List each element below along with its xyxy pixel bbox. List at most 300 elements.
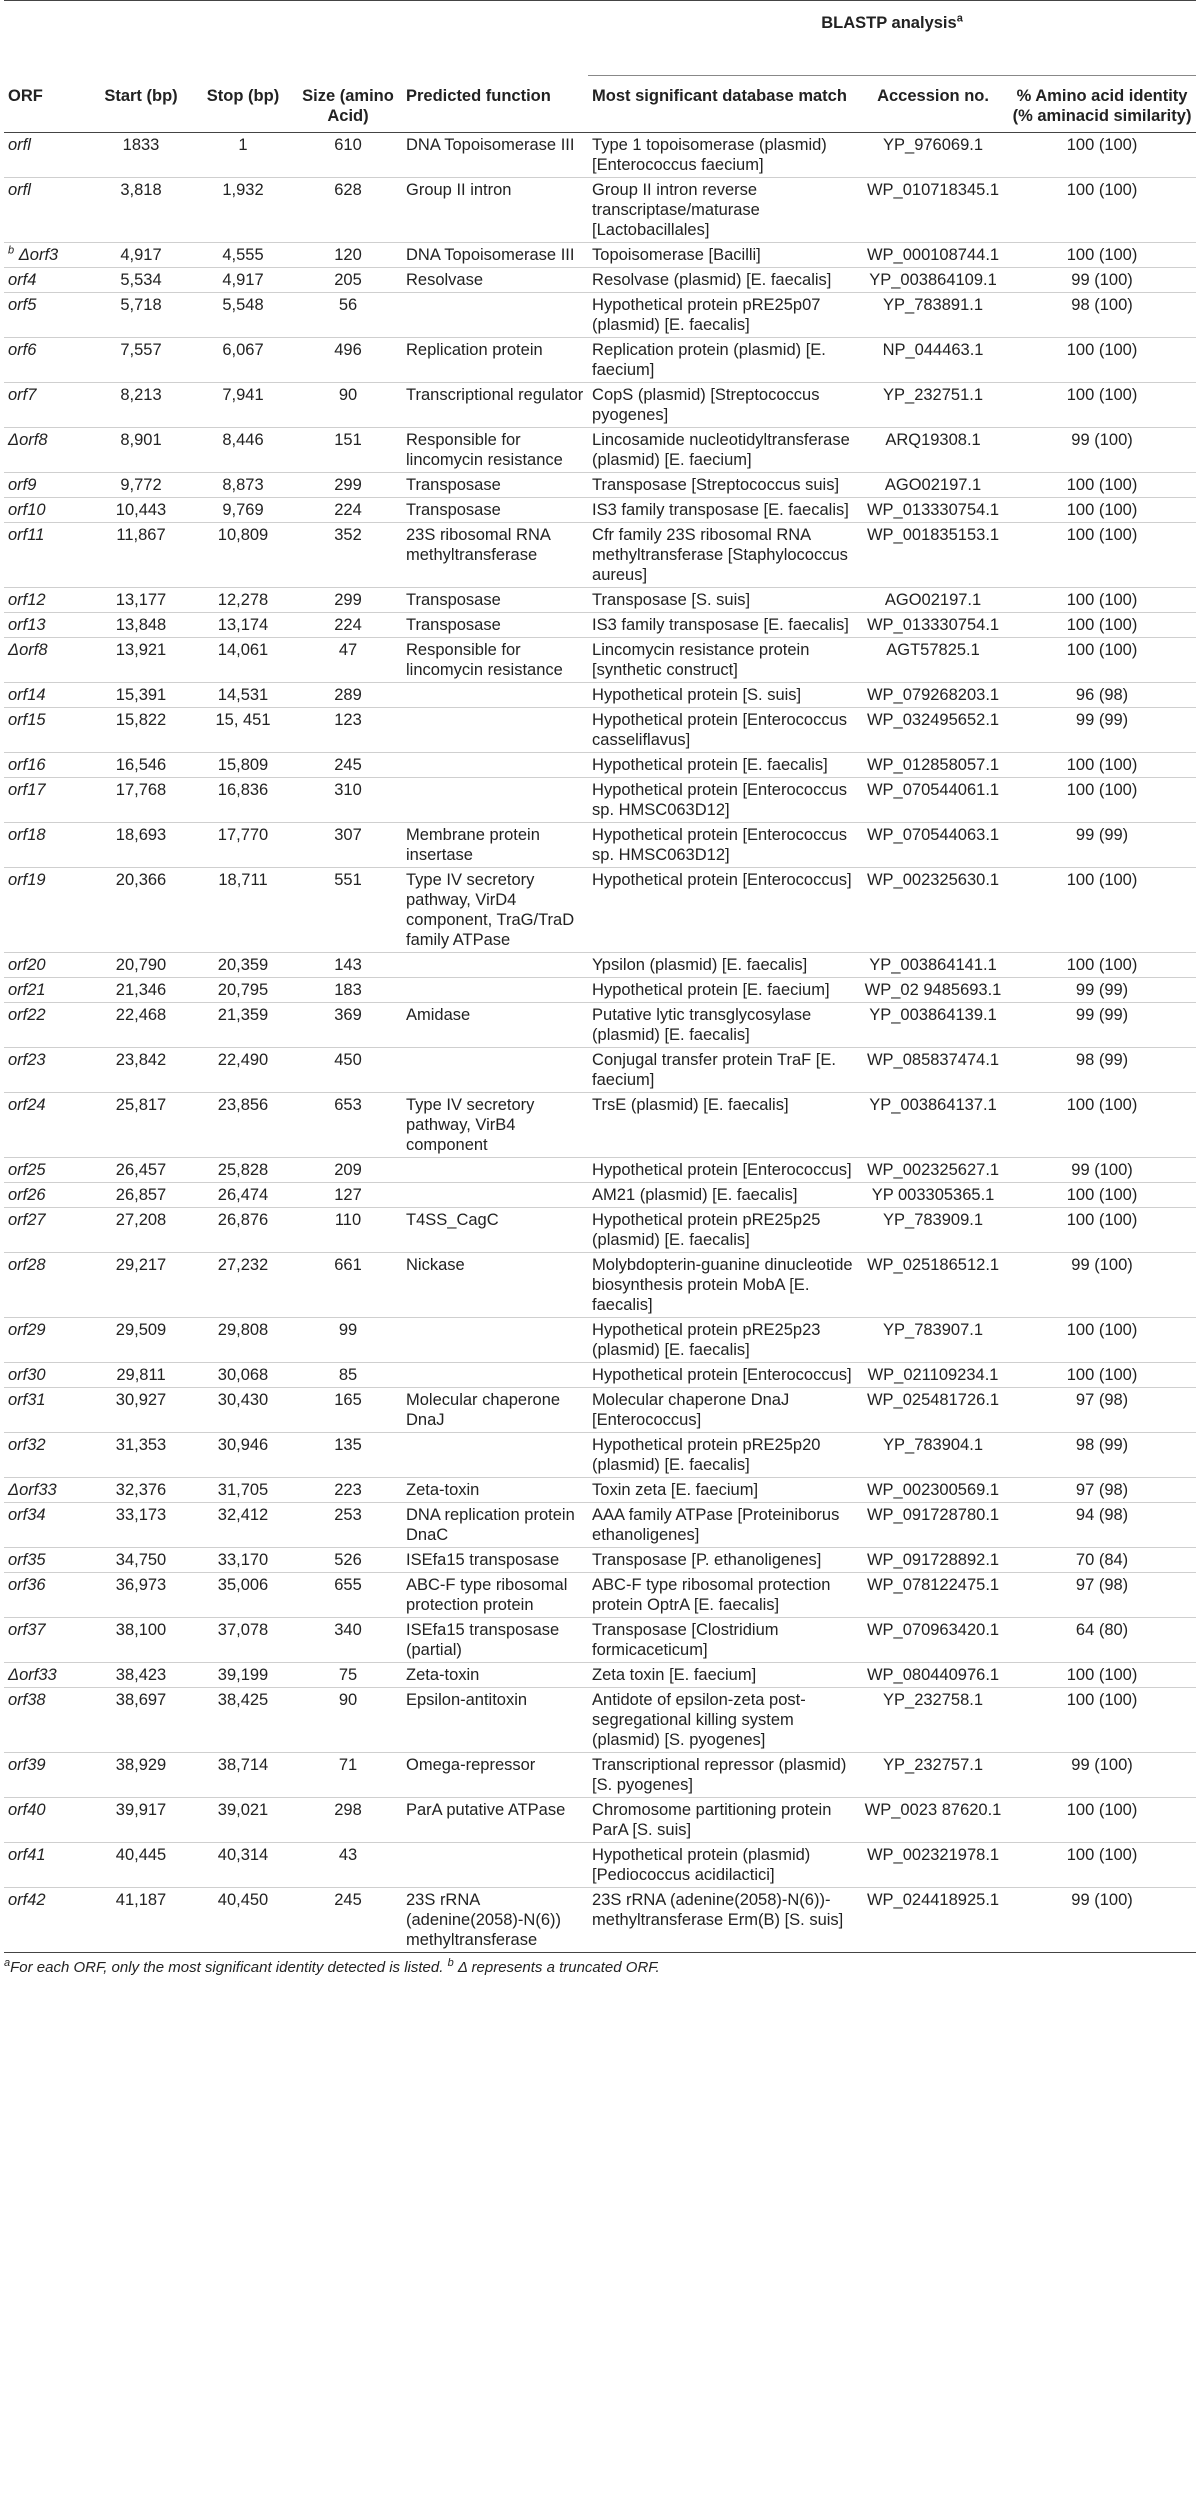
- cell-match: TrsE (plasmid) [E. faecalis]: [592, 1096, 789, 1114]
- cell-stop: 26,474: [217, 1186, 269, 1204]
- cell-stop: 8,446: [222, 431, 264, 449]
- table-row: [4, 588, 1196, 613]
- cell-stop: 25,828: [217, 1161, 269, 1179]
- table-row: [4, 428, 1196, 473]
- col-match: Most significant database match: [588, 76, 858, 133]
- cell-accession: WP_021109234.1: [867, 1366, 999, 1384]
- cell-identity: 99 (100): [1071, 271, 1133, 289]
- cell-stop: 18,711: [218, 871, 268, 889]
- cell-identity: 100 (100): [1066, 1096, 1138, 1114]
- cell-orf: orf10: [8, 501, 46, 519]
- cell-accession: WP_012858057.1: [866, 756, 1000, 774]
- cell-stop: 8,873: [222, 476, 264, 494]
- cell-start: 8,901: [120, 431, 162, 449]
- cell-size: 661: [334, 1256, 362, 1274]
- cell-function: Type IV secretory pathway, VirB4 component: [406, 1096, 535, 1154]
- cell-match: Hypothetical protein (plasmid) [Pediococcus acidilactici]: [592, 1846, 811, 1884]
- cell-function: Amidase: [406, 1006, 471, 1024]
- cell-size: 47: [338, 641, 358, 659]
- cell-size: 610: [334, 136, 362, 154]
- cell-orf: orf31: [8, 1391, 46, 1409]
- cell-stop: 14,061: [217, 641, 269, 659]
- cell-identity: 99 (99): [1075, 711, 1129, 729]
- table-row: [4, 133, 1196, 178]
- cell-size: 56: [338, 296, 358, 314]
- cell-identity: 98 (99): [1075, 1436, 1129, 1454]
- cell-match: Transcriptional repressor (plasmid) [S. pyogenes]: [592, 1756, 847, 1794]
- col-identity: % Amino acid identity (% aminacid similarity): [1008, 76, 1196, 133]
- cell-match: Hypothetical protein [E. faecalis]: [592, 756, 828, 774]
- cell-orf: orf28: [8, 1256, 46, 1274]
- cell-function: [402, 293, 588, 338]
- cell-identity: 100 (100): [1066, 1321, 1138, 1339]
- cell-start: 13,177: [115, 591, 167, 609]
- cell-size: 209: [334, 1161, 362, 1179]
- cell-identity: 100 (100): [1066, 616, 1138, 634]
- cell-accession: WP_0023 87620.1: [864, 1801, 1002, 1819]
- cell-function: [402, 708, 588, 753]
- cell-orf: orf18: [8, 826, 46, 844]
- cell-size: 450: [334, 1051, 362, 1069]
- table-row: [4, 1158, 1196, 1183]
- cell-start: 22,468: [115, 1006, 167, 1024]
- table-row: [4, 1363, 1196, 1388]
- blastp-group-header: BLASTP analysis$^a$: [588, 1, 1196, 76]
- cell-identity: 100 (100): [1066, 1666, 1138, 1684]
- cell-start: 38,100: [115, 1621, 167, 1639]
- cell-stop: 30,068: [217, 1366, 269, 1384]
- cell-match: Toxin zeta [E. faecium]: [592, 1481, 759, 1499]
- cell-stop: 35,006: [217, 1576, 269, 1594]
- cell-start: 38,423: [115, 1666, 167, 1684]
- cell-orf: orf35: [8, 1551, 46, 1569]
- cell-identity: 98 (100): [1071, 296, 1133, 314]
- cell-match: Hypothetical protein pRE25p25 (plasmid) [E. faecalis]: [592, 1211, 821, 1249]
- table-row: [4, 638, 1196, 683]
- cell-orf: orf23: [8, 1051, 46, 1069]
- cell-match: 23S rRNA (adenine(2058)-N(6))-methyltransferase Erm(B) [S. suis]: [592, 1891, 844, 1929]
- cell-size: 298: [334, 1801, 362, 1819]
- cell-size: 655: [334, 1576, 362, 1594]
- cell-function: DNA Topoisomerase III: [406, 136, 575, 154]
- cell-identity: 100 (100): [1066, 756, 1138, 774]
- cell-function: [402, 1843, 588, 1888]
- table-row: [4, 1663, 1196, 1688]
- cell-size: 299: [334, 591, 362, 609]
- cell-match: Hypothetical protein [Enterococcus]: [592, 1161, 852, 1179]
- table-row: [4, 473, 1196, 498]
- cell-orf: orf38: [8, 1691, 46, 1709]
- cell-orf: orf13: [8, 616, 46, 634]
- cell-stop: 39,199: [217, 1666, 269, 1684]
- cell-start: 17,768: [115, 781, 167, 799]
- table-row: [4, 1318, 1196, 1363]
- table-row: [4, 178, 1196, 243]
- cell-stop: 30,430: [217, 1391, 269, 1409]
- cell-size: 253: [334, 1506, 362, 1524]
- cell-match: Type 1 topoisomerase (plasmid) [Enterococcus faecium]: [592, 136, 827, 174]
- cell-start: 38,929: [115, 1756, 167, 1774]
- cell-function: 23S rRNA (adenine(2058)-N(6)) methyltransferase: [406, 1891, 561, 1949]
- cell-match: Transposase [S. suis]: [592, 591, 751, 609]
- cell-size: 90: [338, 386, 358, 404]
- cell-orf: orf37: [8, 1621, 46, 1639]
- cell-identity: 99 (99): [1075, 981, 1129, 999]
- cell-start: 39,917: [115, 1801, 167, 1819]
- table-row: [4, 1003, 1196, 1048]
- cell-function: ISEfa15 transposase: [406, 1551, 560, 1569]
- cell-size: 43: [338, 1846, 358, 1864]
- cell-size: 526: [334, 1551, 362, 1569]
- cell-size: 123: [334, 711, 362, 729]
- cell-orf: orf41: [8, 1846, 46, 1864]
- cell-stop: 29,808: [217, 1321, 269, 1339]
- col-start: Start (bp): [90, 76, 192, 133]
- cell-start: 30,927: [115, 1391, 167, 1409]
- cell-identity: 99 (99): [1075, 1006, 1129, 1024]
- cell-identity: 100 (100): [1066, 1186, 1138, 1204]
- table-row: [4, 708, 1196, 753]
- cell-orf: orf7: [8, 386, 37, 404]
- cell-accession: WP_002321978.1: [866, 1846, 1000, 1864]
- cell-match: Hypothetical protein [E. faecium]: [592, 981, 830, 999]
- cell-match: Resolvase (plasmid) [E. faecalis]: [592, 271, 832, 289]
- table-row: [4, 683, 1196, 708]
- cell-stop: 17,770: [217, 826, 269, 844]
- cell-accession: YP 003305365.1: [871, 1186, 995, 1204]
- cell-orf: orf19: [8, 871, 46, 889]
- table-row: [4, 978, 1196, 1003]
- cell-stop: 39,021: [217, 1801, 269, 1819]
- table-row: [4, 1888, 1196, 1953]
- cell-size: 165: [334, 1391, 362, 1409]
- table-row: [4, 778, 1196, 823]
- cell-start: 40,445: [115, 1846, 167, 1864]
- cell-function: ISEfa15 transposase (partial): [406, 1621, 560, 1659]
- cell-start: 23,842: [115, 1051, 167, 1069]
- cell-accession: WP_013330754.1: [866, 501, 1000, 519]
- cell-orf: orf40: [8, 1801, 46, 1819]
- cell-match: ABC-F type ribosomal protection protein OptrA [E. faecalis]: [592, 1576, 831, 1614]
- cell-match: IS3 family transposase [E. faecalis]: [592, 501, 849, 519]
- cell-function: Responsible for lincomycin resistance: [406, 431, 563, 469]
- cell-orf: orfl: [8, 136, 31, 154]
- cell-stop: 40,450: [217, 1891, 269, 1909]
- cell-start: 16,546: [115, 756, 167, 774]
- cell-identity: 100 (100): [1066, 136, 1138, 154]
- cell-stop: 26,876: [217, 1211, 269, 1229]
- cell-start: 21,346: [115, 981, 167, 999]
- table-row: [4, 1503, 1196, 1548]
- table-row: [4, 1688, 1196, 1753]
- cell-function: Transcriptional regulator: [406, 386, 584, 404]
- cell-size: 71: [338, 1756, 358, 1774]
- cell-orf: orf29: [8, 1321, 46, 1339]
- cell-size: 143: [334, 956, 362, 974]
- cell-accession: AGO02197.1: [884, 591, 982, 609]
- cell-orf: $^b$ Δorf3: [8, 244, 59, 264]
- cell-identity: 100 (100): [1066, 386, 1138, 404]
- cell-accession: WP_078122475.1: [866, 1576, 1000, 1594]
- cell-orf: orf17: [8, 781, 46, 799]
- cell-orf: orf24: [8, 1096, 46, 1114]
- cell-stop: 38,714: [217, 1756, 269, 1774]
- cell-accession: WP_025481726.1: [866, 1391, 1000, 1409]
- cell-accession: WP_070544063.1: [866, 826, 1000, 844]
- cell-function: Transposase: [406, 476, 501, 494]
- cell-function: [402, 1363, 588, 1388]
- cell-stop: 9,769: [222, 501, 264, 519]
- cell-match: Replication protein (plasmid) [E. faecium]: [592, 341, 826, 379]
- table-row: [4, 1478, 1196, 1503]
- cell-size: 369: [334, 1006, 362, 1024]
- cell-function: [402, 1158, 588, 1183]
- table-row: [4, 753, 1196, 778]
- cell-identity: 100 (100): [1066, 246, 1138, 264]
- cell-accession: WP_024418925.1: [866, 1891, 1000, 1909]
- cell-size: 289: [334, 686, 362, 704]
- cell-orf: Δorf33: [8, 1666, 57, 1684]
- cell-stop: 37,078: [217, 1621, 269, 1639]
- cell-stop: 31,705: [217, 1481, 269, 1499]
- cell-function: [402, 1048, 588, 1093]
- cell-orf: orf12: [8, 591, 46, 609]
- cell-identity: 94 (98): [1075, 1506, 1129, 1524]
- cell-stop: 20,795: [217, 981, 269, 999]
- table-row: [4, 293, 1196, 338]
- cell-function: [402, 1318, 588, 1363]
- cell-match: Hypothetical protein [Enterococcus sp. HMSC063D12]: [592, 826, 847, 864]
- cell-start: 5,534: [120, 271, 162, 289]
- cell-identity: 100 (100): [1066, 526, 1138, 544]
- cell-match: Chromosome partitioning protein ParA [S. suis]: [592, 1801, 832, 1839]
- cell-orf: orf20: [8, 956, 46, 974]
- cell-size: 551: [334, 871, 362, 889]
- table-row: [4, 1548, 1196, 1573]
- cell-identity: 99 (100): [1071, 431, 1133, 449]
- cell-stop: 13,174: [217, 616, 269, 634]
- cell-accession: WP_02 9485693.1: [864, 981, 1002, 999]
- table-row: [4, 1433, 1196, 1478]
- cell-match: Hypothetical protein pRE25p20 (plasmid) [E. faecalis]: [592, 1436, 821, 1474]
- col-function: Predicted function: [402, 76, 588, 133]
- cell-stop: 23,856: [217, 1096, 269, 1114]
- cell-orf: orf36: [8, 1576, 46, 1594]
- cell-accession: WP_025186512.1: [866, 1256, 1000, 1274]
- cell-orf: orf14: [8, 686, 46, 704]
- table-row: [4, 1208, 1196, 1253]
- cell-start: 15,391: [115, 686, 167, 704]
- cell-stop: 30,946: [217, 1436, 269, 1454]
- cell-identity: 70 (84): [1075, 1551, 1129, 1569]
- table-row: [4, 1618, 1196, 1663]
- cell-match: Transposase [Streptococcus suis]: [592, 476, 840, 494]
- cell-size: 110: [334, 1211, 362, 1229]
- cell-identity: 100 (100): [1066, 641, 1138, 659]
- cell-identity: 100 (100): [1066, 591, 1138, 609]
- cell-start: 10,443: [115, 501, 167, 519]
- cell-start: 9,772: [120, 476, 162, 494]
- cell-start: 32,376: [115, 1481, 167, 1499]
- col-accession: Accession no.: [858, 76, 1008, 133]
- table-row: [4, 338, 1196, 383]
- cell-orf: orf15: [8, 711, 46, 729]
- cell-start: 3,818: [120, 181, 162, 199]
- cell-orf: orf4: [8, 271, 37, 289]
- cell-match: Antidote of epsilon-zeta post-segregational killing system (plasmid) [S. pyogenes]: [592, 1691, 806, 1749]
- cell-identity: 99 (99): [1075, 826, 1129, 844]
- cell-start: 13,921: [115, 641, 167, 659]
- cell-accession: YP_783907.1: [883, 1321, 984, 1339]
- cell-function: Responsible for lincomycin resistance: [406, 641, 563, 679]
- cell-match: Cfr family 23S ribosomal RNA methyltransferase [Staphylococcus aureus]: [592, 526, 848, 584]
- cell-accession: AGO02197.1: [884, 476, 982, 494]
- cell-stop: 15, 451: [215, 711, 271, 729]
- cell-stop: 15,809: [217, 756, 269, 774]
- cell-identity: 100 (100): [1066, 871, 1138, 889]
- cell-size: 151: [334, 431, 362, 449]
- cell-identity: 99 (100): [1071, 1161, 1133, 1179]
- cell-function: Nickase: [406, 1256, 465, 1274]
- table-row: [4, 1048, 1196, 1093]
- cell-size: 205: [334, 271, 362, 289]
- cell-match: Molybdopterin-guanine dinucleotide biosynthesis protein MobA [E. faecalis]: [592, 1256, 853, 1314]
- col-orf: ORF: [4, 76, 90, 133]
- cell-stop: 10,809: [217, 526, 269, 544]
- cell-function: Omega-repressor: [406, 1756, 536, 1774]
- cell-size: 90: [338, 1691, 358, 1709]
- cell-stop: 6,067: [222, 341, 264, 359]
- cell-start: 5,718: [120, 296, 162, 314]
- cell-accession: WP_002325627.1: [866, 1161, 1000, 1179]
- cell-size: 245: [334, 1891, 362, 1909]
- table-row: [4, 1093, 1196, 1158]
- cell-identity: 100 (100): [1066, 1846, 1138, 1864]
- cell-orf: orf39: [8, 1756, 46, 1774]
- cell-stop: 7,941: [222, 386, 264, 404]
- cell-orf: orf42: [8, 1891, 46, 1909]
- cell-function: 23S ribosomal RNA methyltransferase: [406, 526, 550, 564]
- cell-identity: 100 (100): [1066, 1211, 1138, 1229]
- table-row: [4, 498, 1196, 523]
- cell-identity: 97 (98): [1075, 1391, 1129, 1409]
- cell-match: AM21 (plasmid) [E. faecalis]: [592, 1186, 798, 1204]
- cell-size: 245: [334, 756, 362, 774]
- cell-start: 18,693: [115, 826, 167, 844]
- cell-function: Transposase: [406, 616, 501, 634]
- cell-match: IS3 family transposase [E. faecalis]: [592, 616, 849, 634]
- cell-start: 38,697: [115, 1691, 167, 1709]
- table-row: [4, 523, 1196, 588]
- cell-identity: 64 (80): [1075, 1621, 1129, 1639]
- cell-stop: 14,531: [217, 686, 269, 704]
- table-row: [4, 268, 1196, 293]
- cell-stop: 12,278: [217, 591, 269, 609]
- cell-orf: orf34: [8, 1506, 46, 1524]
- cell-function: Resolvase: [406, 271, 484, 289]
- cell-size: 224: [334, 501, 362, 519]
- cell-start: 29,811: [116, 1366, 166, 1384]
- cell-start: 27,208: [115, 1211, 167, 1229]
- cell-orf: Δorf8: [8, 431, 48, 449]
- cell-match: Hypothetical protein [Enterococcus sp. HMSC063D12]: [592, 781, 847, 819]
- cell-identity: 100 (100): [1066, 1366, 1138, 1384]
- cell-size: 120: [334, 246, 362, 264]
- cell-stop: 38,425: [217, 1691, 269, 1709]
- cell-accession: AGT57825.1: [886, 641, 980, 659]
- cell-size: 307: [334, 826, 362, 844]
- table-row: [4, 1753, 1196, 1798]
- cell-size: 653: [334, 1096, 362, 1114]
- cell-stop: 1: [238, 136, 248, 154]
- cell-match: Hypothetical protein [Enterococcus]: [592, 871, 852, 889]
- cell-accession: YP_232757.1: [883, 1756, 984, 1774]
- cell-function: T4SS_CagC: [406, 1211, 499, 1229]
- cell-orf: orf30: [8, 1366, 46, 1384]
- cell-accession: WP_091728892.1: [866, 1551, 1000, 1569]
- cell-orf: orf9: [8, 476, 37, 494]
- table-row: [4, 1253, 1196, 1318]
- cell-stop: 1,932: [222, 181, 264, 199]
- cell-start: 11,867: [116, 526, 166, 544]
- cell-stop: 27,232: [217, 1256, 269, 1274]
- cell-stop: 40,314: [217, 1846, 269, 1864]
- cell-match: Hypothetical protein pRE25p07 (plasmid) [E. faecalis]: [592, 296, 821, 334]
- cell-function: Transposase: [406, 501, 501, 519]
- cell-match: Hypothetical protein pRE25p23 (plasmid) [E. faecalis]: [592, 1321, 821, 1359]
- cell-stop: 21,359: [217, 1006, 269, 1024]
- cell-accession: YP_783904.1: [883, 1436, 984, 1454]
- cell-start: 33,173: [115, 1506, 167, 1524]
- cell-identity: 97 (98): [1075, 1576, 1129, 1594]
- cell-size: 99: [338, 1321, 358, 1339]
- cell-size: 85: [338, 1366, 358, 1384]
- cell-function: [402, 1183, 588, 1208]
- cell-match: Zeta toxin [E. faecium]: [592, 1666, 757, 1684]
- cell-start: 26,457: [115, 1161, 167, 1179]
- cell-match: Conjugal transfer protein TraF [E. faecium]: [592, 1051, 836, 1089]
- cell-stop: 16,836: [217, 781, 269, 799]
- cell-function: Zeta-toxin: [406, 1481, 480, 1499]
- cell-accession: YP_003864109.1: [869, 271, 997, 289]
- cell-accession: WP_070963420.1: [866, 1621, 1000, 1639]
- cell-accession: WP_002325630.1: [866, 871, 1000, 889]
- cell-start: 8,213: [120, 386, 162, 404]
- cell-identity: 96 (98): [1075, 686, 1129, 704]
- cell-accession: WP_000108744.1: [866, 246, 1000, 264]
- cell-stop: 33,170: [217, 1551, 269, 1569]
- cell-identity: 100 (100): [1066, 181, 1138, 199]
- cell-match: CopS (plasmid) [Streptococcus pyogenes]: [592, 386, 820, 424]
- cell-start: 1833: [122, 136, 160, 154]
- table-row: [4, 613, 1196, 638]
- cell-identity: 100 (100): [1066, 956, 1138, 974]
- cell-function: Transposase: [406, 591, 501, 609]
- table-row: [4, 953, 1196, 978]
- cell-match: Group II intron reverse transcriptase/maturase [Lactobacillales]: [592, 181, 760, 239]
- cell-function: [402, 778, 588, 823]
- cell-size: 223: [334, 1481, 362, 1499]
- table-body: [4, 133, 1196, 1953]
- cell-match: Lincosamide nucleotidyltransferase (plasmid) [E. faecium]: [592, 431, 850, 469]
- cell-orf: orf27: [8, 1211, 46, 1229]
- cell-start: 15,822: [115, 711, 167, 729]
- cell-orf: Δorf33: [8, 1481, 57, 1499]
- cell-orf: orf11: [8, 526, 45, 544]
- cell-match: Hypothetical protein [Enterococcus]: [592, 1366, 852, 1384]
- cell-match: Transposase [Clostridium formicaceticum]: [592, 1621, 779, 1659]
- col-stop: Stop (bp): [192, 76, 294, 133]
